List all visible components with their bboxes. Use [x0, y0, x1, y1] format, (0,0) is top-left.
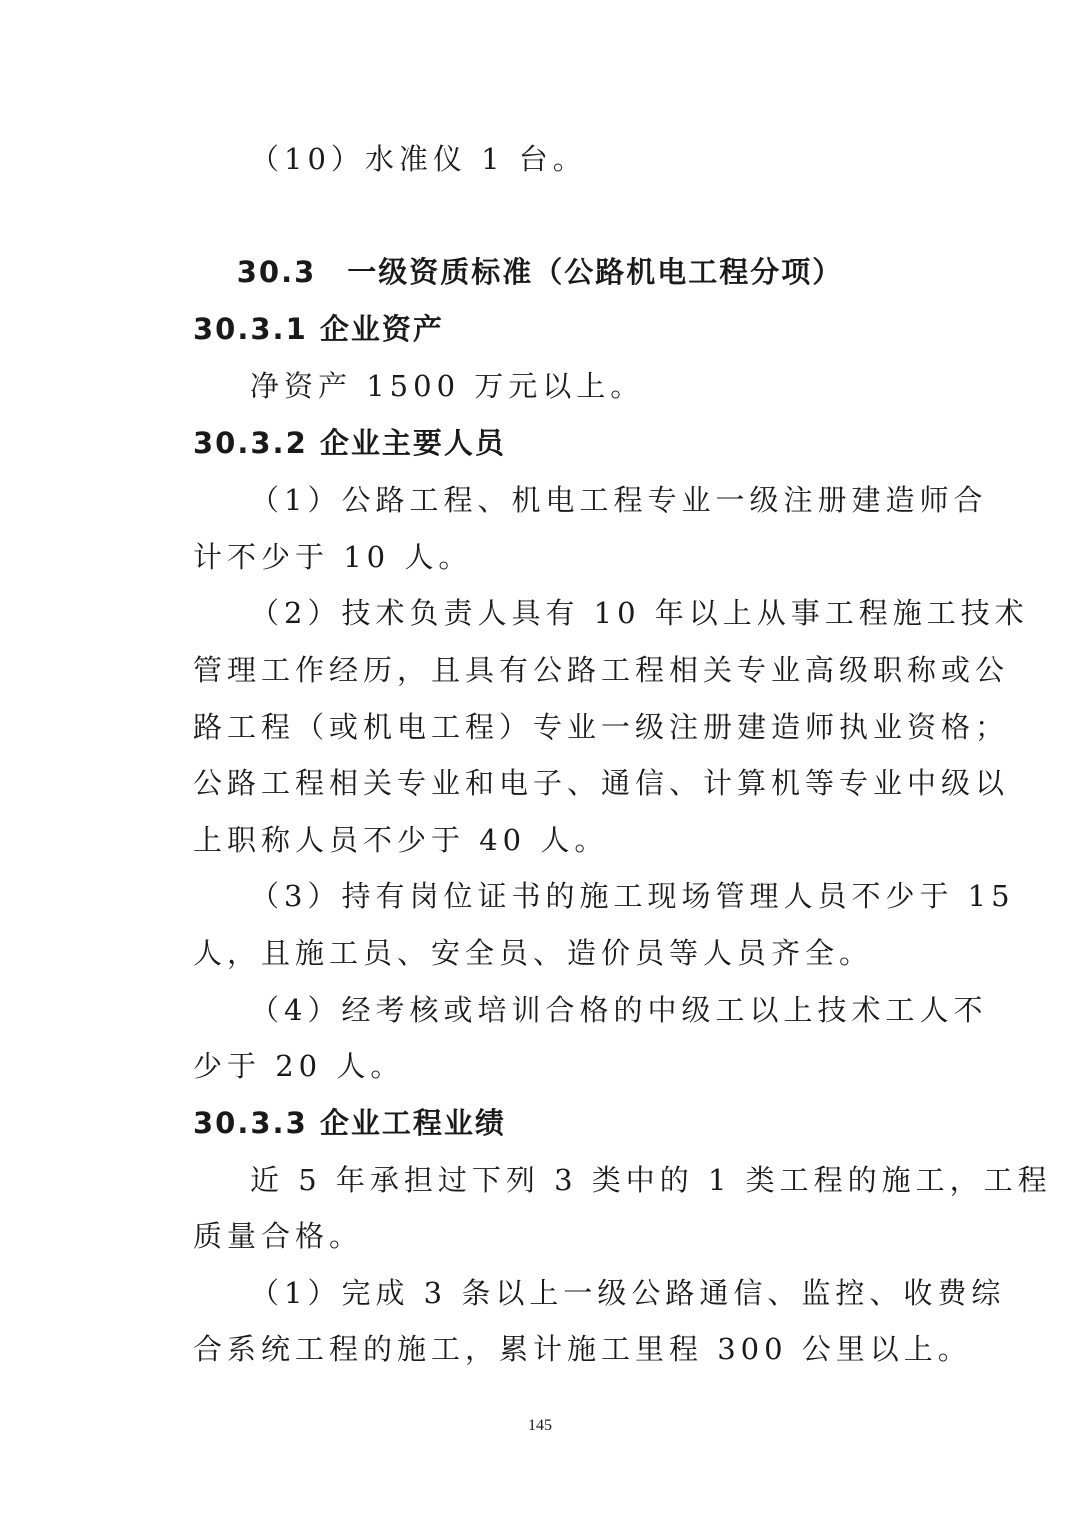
paragraph-line: （2）技术负责人具有 10 年以上从事工程施工技术: [250, 596, 1029, 630]
paragraph-line: 管理工作经历，且具有公路工程相关专业高级职称或公: [193, 653, 1010, 687]
paragraph-line: 合系统工程的施工，累计施工里程 300 公里以上。: [193, 1332, 972, 1366]
page-number: 145: [528, 1417, 552, 1434]
paragraph-line: 计不少于 10 人。: [193, 540, 473, 574]
paragraph-line: 人，且施工员、安全员、造价员等人员齐全。: [193, 936, 874, 970]
paragraph-line: 少于 20 人。: [193, 1049, 405, 1083]
paragraph-net-assets: 净资产 1500 万元以上。: [250, 369, 645, 403]
subsection-heading-30-3-3: 30.3.3 企业工程业绩: [193, 1106, 506, 1140]
paragraph-line: 质量合格。: [193, 1219, 364, 1253]
section-title-30-3: 30.3 一级资质标准（公路机电工程分项）: [236, 255, 844, 289]
paragraph-line: （4）经考核或培训合格的中级工以上技术工人不: [250, 993, 988, 1027]
subsection-heading-30-3-1: 30.3.1 企业资产: [193, 312, 444, 346]
paragraph-line: （3）持有岗位证书的施工现场管理人员不少于 15: [250, 879, 1015, 913]
subsection-heading-30-3-2: 30.3.2 企业主要人员: [193, 426, 506, 460]
paragraph-line: （1）公路工程、机电工程专业一级注册建造师合: [250, 483, 988, 517]
paragraph-line: 上职称人员不少于 40 人。: [193, 823, 609, 857]
paragraph-line: 近 5 年承担过下列 3 类中的 1 类工程的施工，工程: [250, 1163, 1052, 1197]
list-item-10-level-instrument: （10）水准仪 1 台。: [250, 142, 587, 176]
paragraph-line: 公路工程相关专业和电子、通信、计算机等专业中级以: [193, 766, 1010, 800]
paragraph-line: （1）完成 3 条以上一级公路通信、监控、收费综: [250, 1276, 1006, 1310]
paragraph-line: 路工程（或机电工程）专业一级注册建造师执业资格；: [193, 710, 1010, 744]
